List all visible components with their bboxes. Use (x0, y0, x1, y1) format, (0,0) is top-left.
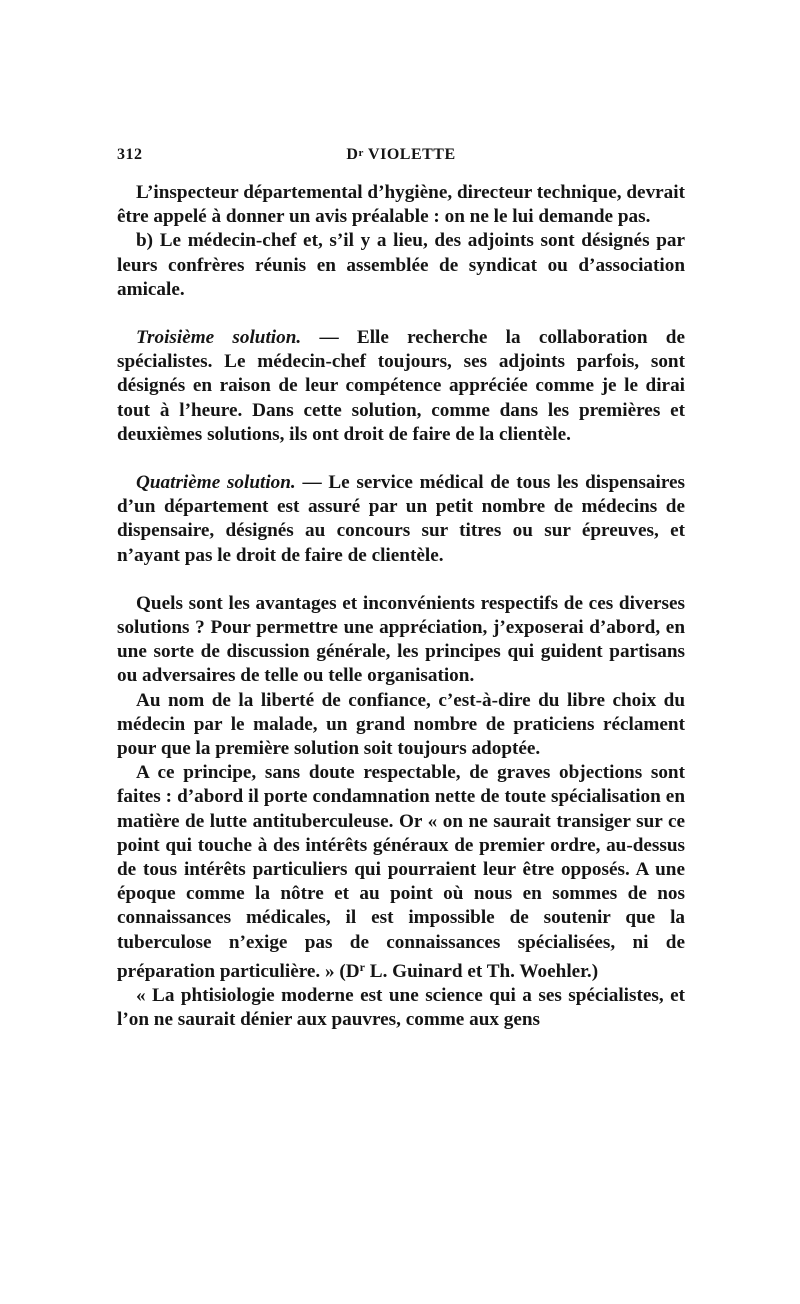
paragraph-fourth-solution (117, 471, 685, 568)
paragraph-inspector: L’inspecteur départemental d’hygiène, directeur technique, devrait être appelé à donner un avis préalable : on ne le lui demande pas. (117, 182, 685, 228)
paragraph-liberty: Au nom de la liberté de confiance, c’est-à-dire du libre choix du médecin par le malade, un grand nombre de praticiens réclament pour que la première solution soit toujours adoptée. (117, 689, 685, 760)
objections-text: A ce principe, sans doute respectable, de graves objections sont faites : d’abord il porte condamnation nette de toute spécialisation en matière de lutte antituberculeuse. Or « on ne saurait transiger sur ce point qui touche à des intérêts généraux de premier ordre, au-dessus de tous intérêts particuliers qui pourraient leur être opposés. A une époque comme la nôtre et au point où nous en sommes de nos connaissances médicales, il est impossible de soutenir que la tuberculose n’exige pas de connaissances spécialisées, ni de préparation particulière. » (D (117, 762, 685, 982)
third-solution-heading: Troisième solution. (136, 327, 302, 349)
paragraph-third-solution (117, 326, 685, 447)
author-name: VIOLETTE (363, 146, 456, 163)
page-number: 312 (117, 146, 143, 163)
fourth-solution-heading: Quatrième solution. (136, 472, 296, 494)
page-body (117, 181, 685, 1033)
third-solution-text: — Elle recherche la collaboration de spécialistes. Le médecin-chef toujours, ses adjoints parfois, sont désignés en raison de leur compétence appréciée comme je le dirai tout à l’heure. Dans cette solution, comme dans les premières et deuxièmes solutions, ils ont droit de faire de la clientèle. (117, 327, 685, 445)
page-header (117, 146, 685, 166)
running-head (117, 146, 685, 164)
paragraph-objections (117, 761, 685, 984)
objections-superscript: r (359, 959, 365, 974)
paragraph-phthisiology: « La phtisiologie moderne est une science qui a ses spécialistes, et l’on ne saurait dénier aux pauvres, comme aux gens (117, 985, 685, 1031)
paragraph-advantages: Quels sont les avantages et inconvénients respectifs de ces diverses solutions ? Pour permettre une appréciation, j’exposerai d’abord, en une sorte de discussion générale, les principes qui guident partisans ou adversaires de telle ou telle organisation. (117, 592, 685, 687)
objections-citation: L. Guinard et Th. Woehler.) (364, 960, 599, 982)
author-superscript: r (358, 147, 364, 159)
author-prefix: D (346, 146, 359, 163)
fourth-solution-text: — Le service médical de tous les dispensaires d’un département est assuré par un petit nombre de médecins de dispensaire, désignés au concours sur titres ou sur épreuves, et n’ayant pas le droit de faire de clientèle. (117, 472, 685, 566)
paragraph-solution-b: b) Le médecin-chef et, s’il y a lieu, des adjoints sont désignés par leurs confrères réunis en assemblée de syndicat ou d’association amicale. (117, 230, 685, 300)
